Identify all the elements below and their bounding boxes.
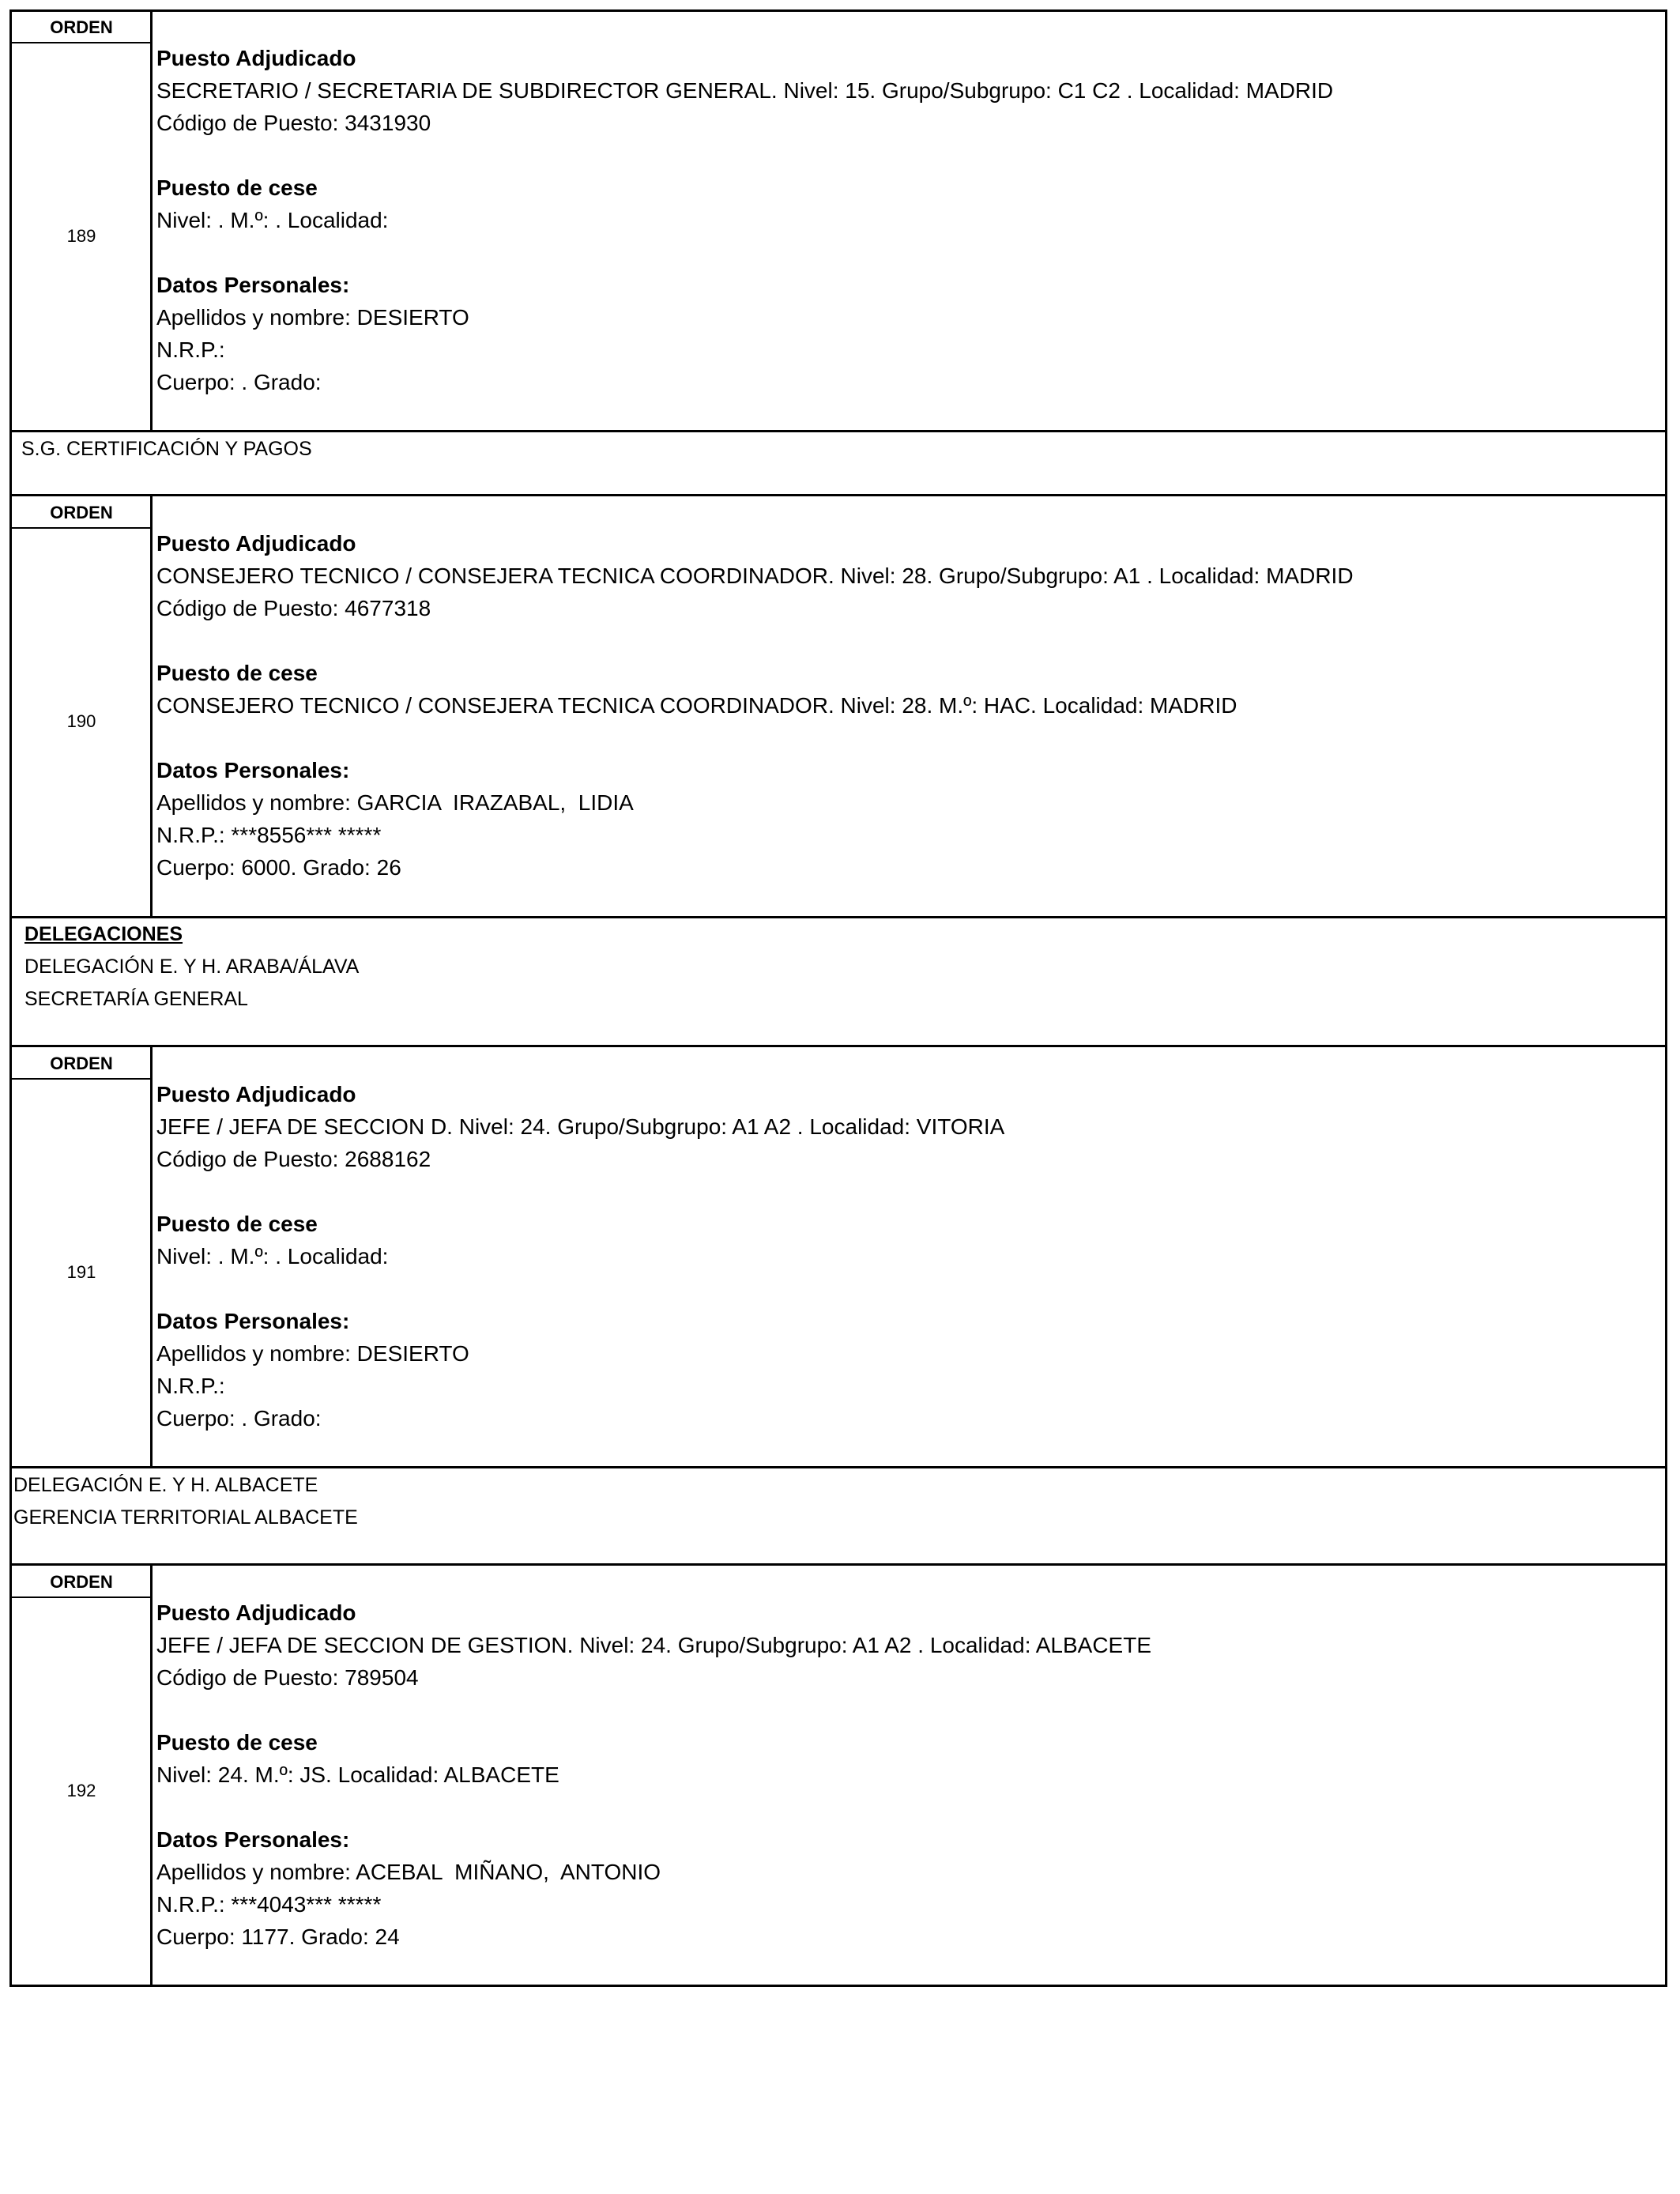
codigo-puesto: Código de Puesto: 4677318: [156, 596, 431, 620]
orden-label: ORDEN: [50, 17, 113, 37]
puesto-adjudicado-text: SECRETARIO / SECRETARIA DE SUBDIRECTOR GENERAL. Nivel: 15. Grupo/Subgrupo: C1 C2 . Localidad: MADRID: [156, 78, 1334, 103]
orden-header-divider: [9, 1596, 152, 1598]
datos-personales-heading: Datos Personales:: [156, 1309, 350, 1333]
puesto-cese-heading: Puesto de cese: [156, 1212, 318, 1236]
puesto-cese-text: Nivel: . M.º: . Localidad:: [156, 208, 389, 232]
puesto-adjudicado-text: JEFE / JEFA DE SECCION D. Nivel: 24. Grupo/Subgrupo: A1 A2 . Localidad: VITORIA: [156, 1114, 1005, 1139]
datos-personales-heading: Datos Personales:: [156, 273, 350, 297]
cuerpo-grado: Cuerpo: 6000. Grado: 26: [156, 855, 401, 880]
cuerpo-grado: Cuerpo: . Grado:: [156, 370, 322, 394]
row-divider: [9, 430, 1667, 432]
nrp: N.R.P.:: [156, 1374, 225, 1398]
puesto-cese-heading: Puesto de cese: [156, 175, 318, 200]
puesto-cese-text: CONSEJERO TECNICO / CONSEJERA TECNICA COORDINADOR. Nivel: 28. M.º: HAC. Localidad: MADRID: [156, 693, 1237, 718]
section-delegacion-araba: DELEGACIÓN E. Y H. ARABA/ÁLAVA: [24, 956, 360, 978]
puesto-adjudicado-heading: Puesto Adjudicado: [156, 1600, 356, 1625]
puesto-cese-heading: Puesto de cese: [156, 661, 318, 685]
column-divider: [150, 494, 153, 918]
datos-personales-heading: Datos Personales:: [156, 758, 350, 782]
row-divider: [9, 1045, 1667, 1047]
orden-number: 191: [66, 1262, 96, 1282]
orden-label: ORDEN: [50, 1054, 113, 1073]
column-divider: [150, 1563, 153, 1987]
puesto-adjudicado-heading: Puesto Adjudicado: [156, 1082, 356, 1106]
orden-header-divider: [9, 42, 152, 43]
codigo-puesto: Código de Puesto: 2688162: [156, 1147, 431, 1171]
orden-header-divider: [9, 1078, 152, 1080]
nrp: N.R.P.:: [156, 337, 225, 362]
row-divider: [9, 494, 1667, 496]
orden-number: 189: [66, 226, 96, 246]
puesto-adjudicado-text: JEFE / JEFA DE SECCION DE GESTION. Nivel: 24. Grupo/Subgrupo: A1 A2 . Localidad: ALBACETE: [156, 1633, 1151, 1657]
cuerpo-grado: Cuerpo: 1177. Grado: 24: [156, 1924, 400, 1949]
orden-header-divider: [9, 527, 152, 529]
apellidos-nombre: Apellidos y nombre: GARCIA IRAZABAL, LIDIA: [156, 790, 634, 815]
section-delegacion-albacete: DELEGACIÓN E. Y H. ALBACETE: [13, 1474, 318, 1496]
codigo-puesto: Código de Puesto: 3431930: [156, 111, 431, 135]
nrp: N.R.P.: ***8556*** *****: [156, 823, 382, 847]
column-divider: [150, 1045, 153, 1468]
puesto-cese-text: Nivel: 24. M.º: JS. Localidad: ALBACETE: [156, 1762, 559, 1787]
puesto-adjudicado-heading: Puesto Adjudicado: [156, 46, 356, 70]
row-divider: [9, 1466, 1667, 1468]
datos-personales-heading: Datos Personales:: [156, 1827, 350, 1852]
row-divider: [9, 916, 1667, 918]
row-divider: [9, 1563, 1667, 1566]
puesto-cese-text: Nivel: . M.º: . Localidad:: [156, 1244, 389, 1269]
cuerpo-grado: Cuerpo: . Grado:: [156, 1406, 322, 1431]
apellidos-nombre: Apellidos y nombre: DESIERTO: [156, 1341, 469, 1366]
nrp: N.R.P.: ***4043*** *****: [156, 1892, 382, 1917]
section-sg-certificacion: S.G. CERTIFICACIÓN Y PAGOS: [21, 438, 312, 460]
orden-label: ORDEN: [50, 1572, 113, 1592]
column-divider: [150, 9, 153, 432]
apellidos-nombre: Apellidos y nombre: ACEBAL MIÑANO, ANTONIO: [156, 1860, 661, 1884]
orden-number: 190: [66, 711, 96, 731]
codigo-puesto: Código de Puesto: 789504: [156, 1665, 419, 1690]
orden-label: ORDEN: [50, 503, 113, 522]
section-secretaria-general: SECRETARÍA GENERAL: [24, 988, 248, 1010]
puesto-cese-heading: Puesto de cese: [156, 1730, 318, 1755]
apellidos-nombre: Apellidos y nombre: DESIERTO: [156, 305, 469, 330]
section-gerencia-albacete: GERENCIA TERRITORIAL ALBACETE: [13, 1506, 358, 1529]
puesto-adjudicado-heading: Puesto Adjudicado: [156, 531, 356, 556]
puesto-adjudicado-text: CONSEJERO TECNICO / CONSEJERA TECNICA COORDINADOR. Nivel: 28. Grupo/Subgrupo: A1 . Localidad: MADRID: [156, 564, 1354, 588]
orden-number: 192: [66, 1781, 96, 1800]
section-delegaciones: DELEGACIONES: [24, 923, 183, 945]
